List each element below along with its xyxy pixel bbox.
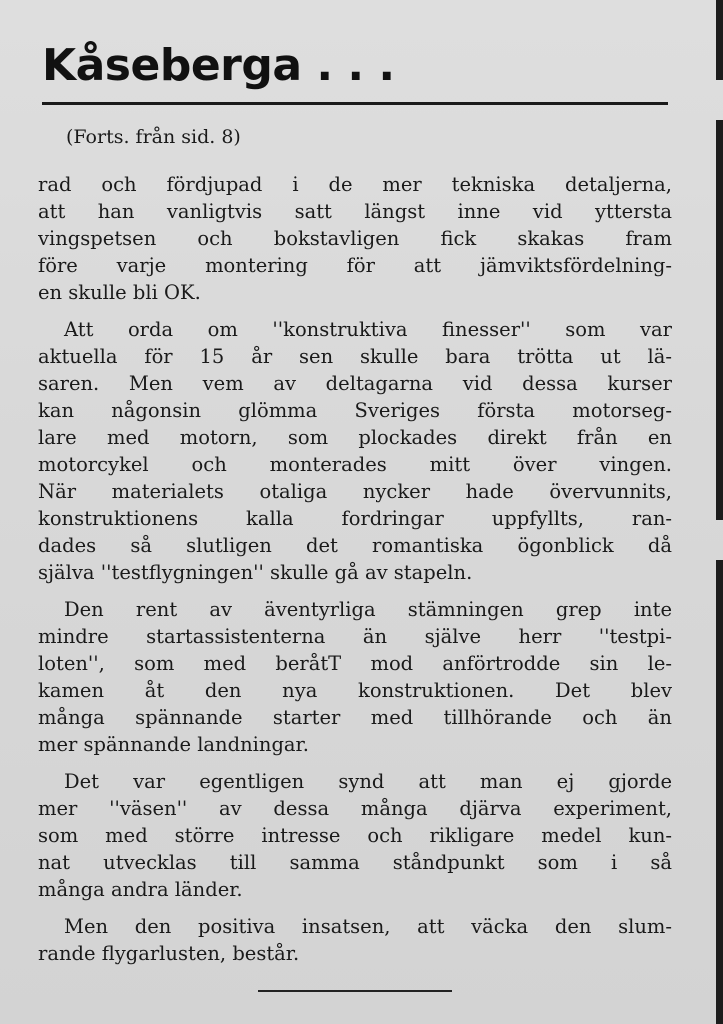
- text-line: rad och fördjupad i de mer tekniska detaljerna,: [38, 173, 672, 196]
- text-line: aktuella för 15 år sen skulle bara trötta ut lä-: [38, 345, 672, 368]
- page-edge-mark: [716, 120, 723, 520]
- text-line: motorcykel och monterades mitt över vingen.: [38, 453, 672, 476]
- article-paragraph: [38, 913, 672, 967]
- continuation-note: (Forts. från sid. 8): [66, 126, 241, 148]
- article-paragraph: [38, 171, 672, 306]
- text-line: många andra länder.: [38, 878, 243, 901]
- end-rule: [258, 990, 452, 992]
- text-line: Den rent av äventyrliga stämningen grep inte: [64, 598, 672, 621]
- text-line: vingspetsen och bokstavligen fick skakas fram: [38, 227, 672, 250]
- article-paragraph: [38, 316, 672, 586]
- text-line: lare med motorn, som plockades direkt från en: [38, 426, 672, 449]
- text-line: konstruktionens kalla fordringar uppfyllts, ran-: [38, 507, 672, 530]
- text-line: själva ''testflygningen'' skulle gå av stapeln.: [38, 561, 473, 584]
- text-line: kamen åt den nya konstruktionen. Det blev: [38, 679, 672, 702]
- text-line: saren. Men vem av deltagarna vid dessa kurser: [38, 372, 672, 395]
- text-line: mindre startassistenterna än själve herr ''testpi-: [38, 625, 672, 648]
- text-line: Att orda om ''konstruktiva finesser'' som var: [64, 318, 672, 341]
- text-line: mer spännande landningar.: [38, 733, 309, 756]
- article-body: [38, 171, 672, 977]
- text-line: att han vanligtvis satt längst inne vid yttersta: [38, 200, 672, 223]
- text-line: Men den positiva insatsen, att väcka den slum-: [64, 915, 672, 938]
- article-headline: Kåseberga . . .: [42, 40, 395, 91]
- text-line: många spännande starter med tillhörande och än: [38, 706, 672, 729]
- article-paragraph: [38, 768, 672, 903]
- text-line: före varje montering för att jämviktsfördelning-: [38, 254, 672, 277]
- text-line: loten'', som med beråtT mod anförtrodde sin le-: [38, 652, 672, 675]
- page-edge-mark: [716, 560, 723, 1024]
- text-line: dades så slutligen det romantiska ögonblick då: [38, 534, 672, 557]
- text-line: kan någonsin glömma Sveriges första motorseg-: [38, 399, 672, 422]
- article-paragraph: [38, 596, 672, 758]
- text-line: Det var egentligen synd att man ej gjorde: [64, 770, 672, 793]
- text-line: mer ''väsen'' av dessa många djärva experiment,: [38, 797, 672, 820]
- text-line: När materialets otaliga nycker hade övervunnits,: [38, 480, 672, 503]
- text-line: som med större intresse och rikligare medel kun-: [38, 824, 672, 847]
- headline-rule: [42, 102, 668, 105]
- text-line: rande flygarlusten, består.: [38, 942, 300, 965]
- text-line: en skulle bli OK.: [38, 281, 201, 304]
- page-edge-mark: [716, 0, 723, 80]
- text-line: nat utvecklas till samma ståndpunkt som i så: [38, 851, 672, 874]
